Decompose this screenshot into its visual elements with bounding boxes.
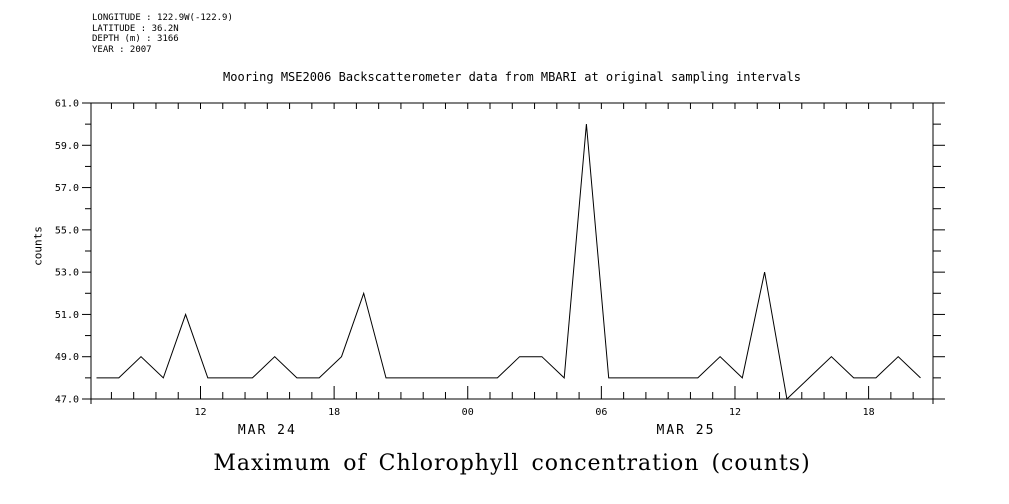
y-tick-label: 47.0	[54, 394, 79, 406]
metadata-longitude: LONGITUDE : 122.9W(-122.9)	[92, 13, 233, 23]
metadata-depth: DEPTH (m) : 3166	[92, 34, 179, 44]
x-axis-day-label-mar25: MAR 25	[656, 423, 716, 438]
y-tick-label: 59.0	[54, 140, 79, 152]
data-line	[97, 124, 921, 399]
x-tick-label: 18	[328, 407, 341, 418]
y-tick-label: 57.0	[54, 183, 79, 195]
x-tick-label: 12	[194, 407, 207, 418]
y-tick-label: 49.0	[54, 352, 79, 364]
x-tick-label: 00	[461, 407, 474, 418]
y-tick-label: 55.0	[54, 225, 79, 237]
y-axis-label: counts	[31, 226, 45, 266]
y-tick-label: 61.0	[54, 98, 79, 110]
bottom-title: Maximum of Chlorophyll concentration (counts)	[213, 451, 811, 476]
x-tick-label: 06	[595, 407, 608, 418]
y-tick-label: 51.0	[54, 309, 79, 321]
x-axis-day-label-mar24: MAR 24	[237, 423, 297, 438]
x-tick-label: 18	[862, 407, 875, 418]
metadata-latitude: LATITUDE : 36.2N	[92, 23, 179, 34]
x-tick-label: 12	[728, 407, 742, 418]
metadata-year: YEAR : 2007	[92, 44, 152, 55]
plot-title: Mooring MSE2006 Backscatterometer data from MBARI at original sampling intervals	[223, 70, 801, 84]
y-tick-label: 53.0	[54, 267, 79, 279]
